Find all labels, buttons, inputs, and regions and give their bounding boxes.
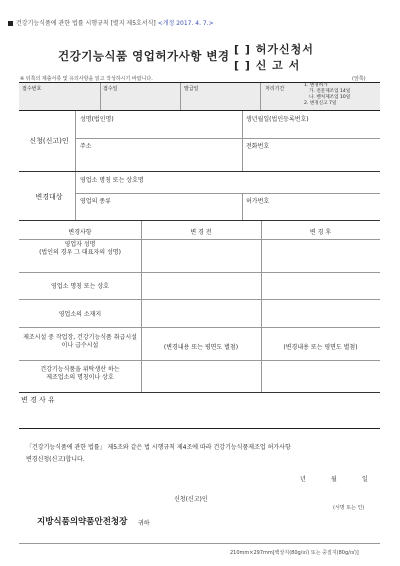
phone-label: 전화번호	[246, 143, 270, 150]
change-item-text: 건강기능식품을 위탁생산 하는	[40, 366, 120, 373]
change-item-text: (법인의 경우 그 대표자의 성명)	[39, 249, 121, 256]
target-section-label: 변경대상	[35, 193, 63, 201]
change-row-item	[19, 241, 141, 257]
change-row-item: 영업소 명칭 또는 상호	[51, 283, 109, 290]
changes-item-header: 변경사항	[68, 229, 92, 236]
law-reference-text: 건강기능식품에 관한 법률 시행규칙 [별지 제5호서식]	[16, 20, 156, 27]
changes-after-header: 변 경 후	[309, 229, 332, 236]
applicant-signature-label: 신청(신고)인	[174, 496, 208, 503]
change-before-note: (변경내용 또는 평면도 별첨)	[163, 344, 239, 351]
recipient-name: 지방식품의약품안전청장	[37, 517, 128, 527]
statement-text	[26, 442, 291, 466]
license-number-label: 허가번호	[246, 198, 270, 205]
change-after-field[interactable]	[263, 241, 378, 271]
date-year-label: 년	[300, 476, 306, 483]
bullet-square-icon	[8, 21, 13, 26]
date-month-label: 월	[331, 476, 337, 483]
processing-period-list	[304, 83, 350, 107]
business-name-label: 영업소 명칭 또는 상호명	[80, 177, 144, 184]
applicant-section-label: 신청(신고)인	[29, 137, 69, 145]
change-after-field[interactable]	[263, 274, 378, 298]
change-after-note: (변경내용 또는 평면도 별첨)	[283, 344, 358, 351]
instruction-note: ※ 뒤쪽의 제출서류 및 유의사항을 읽고 작성하시기 바랍니다.	[20, 76, 153, 82]
change-reason-field[interactable]	[19, 406, 380, 426]
change-item-text: 영업자 성명	[64, 241, 96, 248]
signature-field[interactable]	[230, 490, 310, 504]
receipt-number-label: 접수번호	[22, 86, 42, 92]
processing-period-label: 처리기간	[265, 86, 285, 92]
paper-spec-footer: 210mm×297mm[백상지(80g/㎡) 또는 중질지(80g/㎡)]	[230, 550, 359, 556]
signature-note: (서명 또는 인)	[333, 505, 365, 511]
change-after-field[interactable]	[263, 301, 378, 325]
statement-line: 「건강기능식품에 관한 법률」 제5조와 같은 법 시행규칙 제4조에 따라 건강기능식품제조업 허가사항	[26, 444, 291, 451]
permit-application-checkbox[interactable]: [ ] 허가신청서	[234, 43, 314, 56]
change-reason-label: 변 경 사 유	[21, 396, 55, 404]
change-before-field[interactable]	[143, 301, 259, 325]
amendment-note: <개정 2017. 4. 7.>	[157, 20, 214, 27]
change-after-field[interactable]	[263, 362, 378, 391]
business-type-label: 영업의 종류	[80, 198, 111, 205]
change-row-item: 영업소의 소재지	[58, 311, 102, 318]
page-side-label: (앞쪽)	[352, 76, 366, 82]
change-before-field[interactable]	[143, 241, 259, 271]
recipient-suffix: 귀하	[138, 520, 150, 527]
change-row-item: 제조시설 중 작업장, 건강기능식품 취급시설이나 급수시설	[23, 334, 137, 349]
address-label: 주소	[80, 143, 92, 150]
period-item: 가. 전문제조업 14일	[309, 89, 351, 94]
issue-date-label: 발급일	[184, 86, 199, 92]
change-item-text: 제조업소의 명칭이나 상호	[46, 374, 114, 381]
change-before-field[interactable]	[143, 362, 259, 391]
period-item: 나. 벤처제조업 10일	[309, 95, 351, 100]
form-title: 건강기능식품 영업허가사항 변경	[58, 49, 230, 63]
birth-date-label: 생년월일(법인등록번호)	[246, 116, 309, 123]
report-checkbox[interactable]: [ ] 신 고 서	[234, 59, 301, 72]
period-item: 2. 변경신고 7일	[304, 101, 337, 106]
date-day-label: 일	[362, 476, 368, 483]
applicant-name-label: 성명(법인명)	[80, 116, 114, 123]
changes-before-header: 변 경 전	[190, 229, 212, 236]
law-reference	[8, 18, 214, 27]
change-row-item	[19, 366, 141, 382]
statement-line: 변경신청(신고)합니다.	[26, 456, 85, 463]
receipt-date-label: 접수일	[103, 86, 118, 92]
period-item: 1. 변경허가	[304, 83, 328, 88]
change-before-field[interactable]	[143, 274, 259, 298]
